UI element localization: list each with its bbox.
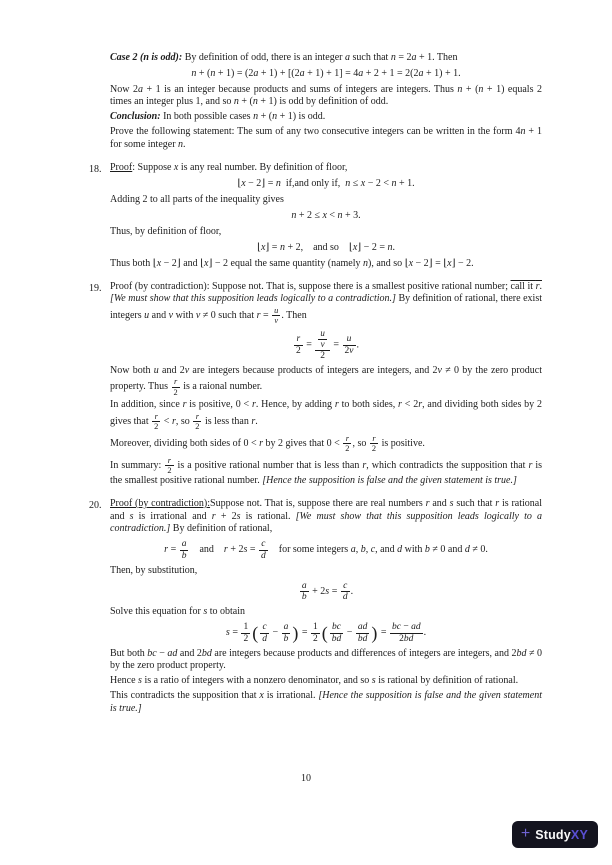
fraction-numerator: r bbox=[172, 377, 180, 387]
italic-comment: [We must show that this supposition leads logically to a contradiction.] bbox=[110, 510, 542, 535]
math-run: n ≤ x − 2 < n + 1. bbox=[345, 177, 415, 189]
paragraph: Solve this equation for s to obtain bbox=[110, 606, 246, 618]
fraction-numerator: c bbox=[260, 622, 269, 633]
fraction bbox=[259, 539, 268, 561]
fraction-numerator: 1 bbox=[312, 622, 318, 633]
fraction bbox=[172, 377, 180, 396]
math-run: s bbox=[129, 510, 134, 522]
proof-item-20 bbox=[89, 497, 542, 716]
brand-name-primary: Study bbox=[535, 827, 571, 842]
math-run: b ≠ 0 bbox=[424, 544, 446, 556]
math-run: r bbox=[425, 497, 430, 509]
fraction bbox=[193, 412, 201, 431]
math-run: a bbox=[344, 51, 350, 63]
fraction bbox=[294, 334, 303, 356]
math-run: r < 2r bbox=[398, 399, 423, 411]
fraction-denominator: d bbox=[261, 550, 266, 561]
math-run: n = 2a + 1 bbox=[390, 51, 433, 63]
fraction bbox=[343, 434, 351, 453]
fraction bbox=[370, 434, 378, 453]
fraction-denominator: v bbox=[274, 316, 279, 326]
paragraph: Now 2a + 1 is an integer because products and sums of integers are integers. Thus n + (n + 1) equals 2 times an integer plus 1, and so n + (n + 1) is odd by definition of odd. bbox=[110, 83, 542, 108]
fraction-numerator bbox=[315, 329, 330, 351]
fraction bbox=[152, 412, 160, 431]
math-run: r bbox=[495, 497, 500, 509]
math-run: + 2s = bbox=[309, 585, 340, 597]
underlined-text: Proof bbox=[110, 161, 133, 173]
paragraph: Proof (by contradiction):Suppose not. That is, suppose there are real numbers r and s such that r is rational and s is irrational and r + 2s is rational. [We must show that this supposition leads logically to a contradiction.] By definition of rational, bbox=[110, 497, 542, 535]
fraction-denominator: b bbox=[283, 633, 289, 644]
math-run: r bbox=[256, 310, 261, 322]
math-run: s bbox=[203, 606, 208, 618]
brand-name bbox=[535, 828, 588, 842]
fraction-denominator: 2 bbox=[295, 345, 301, 356]
math-run: r + 2s bbox=[211, 510, 241, 522]
fraction-denominator: 2 bbox=[312, 633, 318, 644]
math-run: ⌊x − 2⌋ bbox=[152, 258, 181, 270]
paragraph: In summary: $\frac{r}{2}$ is a positive rational number that is less than r, which contradicts the supposition that r is the smallest positive rational number. [Hence the supposition is false and the given statement is true.] bbox=[110, 455, 543, 487]
math-run: r bbox=[182, 399, 187, 411]
italic-comment: [Hence the supposition is false and the given statement is true.] bbox=[110, 690, 542, 714]
display-formula: r = $\frac{a}{b}$ and r + 2s = $\frac{c}{d}$ for some integers a, b, c, and d with b ≠ 0 and d ≠ 0. bbox=[164, 539, 488, 561]
paragraph: Proof (by contradiction): Suppose not. That is, suppose there is a smallest positive rational number; call it r. [We must show that this supposition leads logically to a contradiction.] By definition of rational, there exist integers u and v with v ≠ 0 such that r = $\frac{u}{v}$ . Then bbox=[110, 280, 543, 326]
math-run: r bbox=[334, 399, 339, 411]
math-run: n + (n + 1) = (2a + 1) + [(2a + 1) + 1] = 4a + 2 + 1 = 2(2a + 1) + 1. bbox=[191, 67, 461, 79]
fraction bbox=[260, 622, 269, 644]
fraction bbox=[343, 334, 356, 356]
math-run: u bbox=[153, 364, 159, 376]
fraction-denominator: 2 bbox=[320, 350, 325, 361]
fraction-denominator: 2bd bbox=[399, 633, 414, 644]
fraction-numerator: bc − ad bbox=[392, 622, 421, 633]
fraction-denominator: 2v bbox=[344, 345, 354, 356]
math-run: 0 < r bbox=[235, 399, 256, 411]
paragraph: Adding 2 to all parts of the inequality gives bbox=[110, 193, 284, 205]
big-paren: ) bbox=[292, 623, 299, 644]
big-paren: ( bbox=[321, 623, 328, 644]
math-run: n bbox=[178, 139, 184, 151]
math-run: r bbox=[251, 415, 256, 427]
document-content bbox=[89, 49, 543, 725]
paragraph: Case 2 (n is odd): By definition of odd, there is an integer a such that n = 2a + 1. Then bbox=[110, 51, 458, 63]
paragraph: Thus, by definition of floor, bbox=[110, 226, 222, 238]
fraction-numerator: bc bbox=[330, 622, 344, 633]
paragraph: Proof: Suppose x is any real number. By definition of floor, bbox=[110, 161, 348, 173]
fraction bbox=[282, 622, 291, 644]
math-run: b bbox=[360, 544, 366, 556]
fraction-numerator: r bbox=[165, 456, 173, 466]
fraction-denominator: 2 bbox=[371, 444, 377, 454]
fraction bbox=[341, 581, 350, 603]
display-formula bbox=[110, 210, 542, 223]
fraction-denominator: 2 bbox=[345, 444, 350, 454]
math-run: s bbox=[371, 675, 376, 687]
math-run: bc − ad bbox=[147, 647, 178, 659]
case2-continuation-block bbox=[110, 52, 542, 152]
display-formula: s = $\frac{1}{2}$ ( $\frac{c}{d}$ − $\frac{a}{b}$ ) = $\frac{1}{2}$ ( $\frac{bc}{bd}$ − $\frac{ad}{bd}$ ) = $\frac{bc - ad}{2bd}$ . bbox=[225, 622, 427, 644]
math-run: ⌊x − 2⌋ = n bbox=[237, 177, 281, 189]
math-run: u bbox=[144, 310, 150, 322]
fraction-numerator: 1 bbox=[243, 622, 249, 633]
fraction-denominator: b bbox=[181, 550, 187, 561]
math-run: n + (n + 1) bbox=[457, 83, 505, 95]
fraction bbox=[300, 581, 309, 603]
fraction bbox=[318, 329, 327, 350]
paragraph: This contradicts the supposition that x is irrational. [Hence the supposition is false and the given statement is true.] bbox=[110, 690, 542, 714]
fraction-numerator: u bbox=[320, 327, 325, 338]
math-run: ⌊x⌋ − 2 = n. bbox=[348, 242, 395, 254]
fraction bbox=[272, 306, 280, 325]
display-formula: $\frac{a}{b}$ + 2s = $\frac{c}{d}$ . bbox=[301, 580, 354, 603]
fraction-numerator: r bbox=[193, 412, 201, 422]
math-run: n + (n + 1) bbox=[233, 96, 277, 108]
math-run: c bbox=[370, 544, 376, 556]
fraction-denominator: 2 bbox=[167, 466, 172, 476]
proof-item-18 bbox=[89, 161, 542, 271]
fraction bbox=[356, 622, 370, 644]
fraction-numerator: r bbox=[152, 412, 160, 422]
fraction bbox=[241, 622, 250, 644]
fraction-numerator: u bbox=[343, 334, 356, 345]
proof-item-19 bbox=[89, 280, 543, 488]
display-formula: $\frac{r}{2}$ = $\frac{\frac{u}{v}}{2}$ = $\frac{u}{2v}$ . bbox=[295, 327, 359, 361]
math-run: r bbox=[164, 544, 169, 556]
math-run: 2v bbox=[179, 364, 190, 376]
fraction-numerator: c bbox=[259, 539, 268, 550]
fraction-numerator: c bbox=[341, 581, 350, 592]
paragraph: Hence s is a ratio of integers with a nonzero denominator, and so s is rational by definition of rational. bbox=[110, 675, 519, 687]
math-run: a bbox=[350, 544, 356, 556]
display-formula: ⌊x⌋ = n + 2, and so ⌊x⌋ − 2 = n. bbox=[257, 242, 395, 254]
math-run: d bbox=[397, 544, 403, 556]
math-run: 0 < bbox=[326, 437, 343, 449]
fraction-numerator: r bbox=[294, 334, 303, 345]
math-run: r bbox=[528, 459, 533, 471]
math-run: v bbox=[168, 310, 174, 322]
math-run: 2bd bbox=[196, 647, 212, 659]
math-run: s bbox=[225, 627, 230, 639]
display-formula: ⌊x − 2⌋ = n if,and only if, n ≤ x − 2 < n + 1. bbox=[237, 177, 415, 189]
item-number: 20. bbox=[89, 499, 102, 511]
fraction-denominator: b bbox=[301, 592, 307, 603]
fraction-numerator: u bbox=[274, 306, 279, 315]
display-formula bbox=[110, 68, 542, 81]
paragraph: Moreover, dividing both sides of 0 < r by 2 gives that 0 < $\frac{r}{2}$ , so $\frac{r}{2}$ is positive. bbox=[110, 433, 425, 454]
fraction bbox=[165, 456, 173, 475]
fraction-denominator: bd bbox=[331, 633, 342, 644]
bold-italic-lead: Case 2 (n is odd): bbox=[110, 51, 185, 63]
math-run: ⌊x⌋ − 2 bbox=[200, 258, 229, 270]
italic-comment: [We must show that this supposition leads logically to a contradiction.] bbox=[110, 293, 396, 305]
fraction bbox=[330, 622, 344, 644]
fraction-denominator: v bbox=[320, 338, 325, 349]
fraction-denominator: 2 bbox=[243, 633, 249, 644]
math-run: x bbox=[259, 690, 264, 702]
math-run: n + 2 ≤ x < n + 3. bbox=[291, 209, 361, 221]
paragraph: In addition, since r is positive, 0 < r. Hence, by adding r to both sides, r < 2r, and dividing both sides by 2 gives that $\frac{r}{2}$ < r, so $\frac{r}{2}$ is less than r. bbox=[110, 399, 542, 432]
page-number: 10 bbox=[301, 773, 311, 784]
item-number: 18. bbox=[89, 163, 102, 175]
italic-comment: [Hence the supposition is false and the given statement is true.] bbox=[262, 475, 517, 487]
fraction-denominator: bd bbox=[357, 633, 368, 644]
paragraph: Thus both ⌊x − 2⌋ and ⌊x⌋ − 2 equal the same quantity (namely n), and so ⌊x − 2⌋ = ⌊x⌋ − 2. bbox=[110, 258, 474, 270]
overlined-text: call it r. bbox=[510, 280, 542, 292]
bold-italic-lead: Conclusion: bbox=[110, 111, 164, 123]
math-run: s bbox=[449, 497, 454, 509]
underlined-text: Proof (by contradiction): bbox=[110, 497, 211, 509]
big-paren: ( bbox=[252, 623, 259, 644]
math-run: r bbox=[362, 459, 367, 471]
fraction-numerator: r bbox=[343, 434, 351, 444]
brand-name-accent: XY bbox=[570, 827, 588, 842]
math-run: r + 2s bbox=[223, 544, 248, 556]
math-run: n + (n + 1) bbox=[253, 111, 297, 123]
math-run: r bbox=[535, 280, 540, 292]
item-number: 19. bbox=[89, 282, 102, 294]
fraction-denominator: 2 bbox=[154, 422, 159, 432]
math-run: 4n + 1 bbox=[515, 126, 542, 138]
math-run: d ≠ 0 bbox=[464, 544, 486, 556]
fraction bbox=[180, 539, 189, 561]
math-run: ⌊x − 2⌋ = ⌊x⌋ − 2 bbox=[404, 258, 472, 270]
fraction bbox=[390, 622, 423, 644]
fraction bbox=[315, 329, 330, 361]
math-run: n bbox=[363, 258, 369, 270]
math-run: ⌊x⌋ = n + 2, bbox=[257, 242, 304, 254]
math-run: 2bd ≠ 0 bbox=[511, 647, 542, 659]
fraction bbox=[311, 622, 320, 644]
fraction-denominator: d bbox=[342, 592, 348, 603]
studyxy-badge[interactable] bbox=[512, 821, 598, 848]
fraction-numerator: a bbox=[301, 580, 307, 591]
big-paren: ) bbox=[371, 623, 378, 644]
paragraph: Then, by substitution, bbox=[110, 564, 198, 576]
math-run: x bbox=[173, 161, 179, 173]
math-run: < r bbox=[161, 415, 176, 427]
fraction-numerator: ad bbox=[357, 622, 368, 633]
fraction-denominator: d bbox=[262, 633, 267, 644]
fraction-denominator: 2 bbox=[173, 387, 178, 397]
paragraph: Prove the following statement: The sum of any two consecutive integers can be written in the form 4n + 1 for some integer n. bbox=[110, 126, 542, 151]
fraction-numerator: a bbox=[283, 622, 289, 633]
fraction-denominator: 2 bbox=[195, 422, 200, 432]
paragraph: But both bc − ad and 2bd are integers because products and differences of integers are integers, and 2bd ≠ 0 by the zero product property. bbox=[110, 647, 542, 672]
math-run: v ≠ 0 bbox=[195, 310, 216, 322]
fraction-numerator: r bbox=[370, 434, 378, 444]
paragraph: Now both u and 2v are integers because products of integers are integers, and 2v ≠ 0 by the zero product property. Thus $\frac{r}{2}$ is a raional number. bbox=[110, 364, 542, 397]
fraction-numerator: a bbox=[181, 539, 187, 550]
math-run: 0 < r bbox=[243, 437, 264, 449]
plus-icon: + bbox=[520, 824, 531, 842]
math-run: s bbox=[138, 675, 142, 687]
math-run: 2a + 1 bbox=[132, 83, 161, 95]
paragraph: Conclusion: In both possible cases n + (n + 1) is odd. bbox=[110, 111, 326, 123]
math-run: 2v ≠ 0 bbox=[432, 364, 459, 376]
